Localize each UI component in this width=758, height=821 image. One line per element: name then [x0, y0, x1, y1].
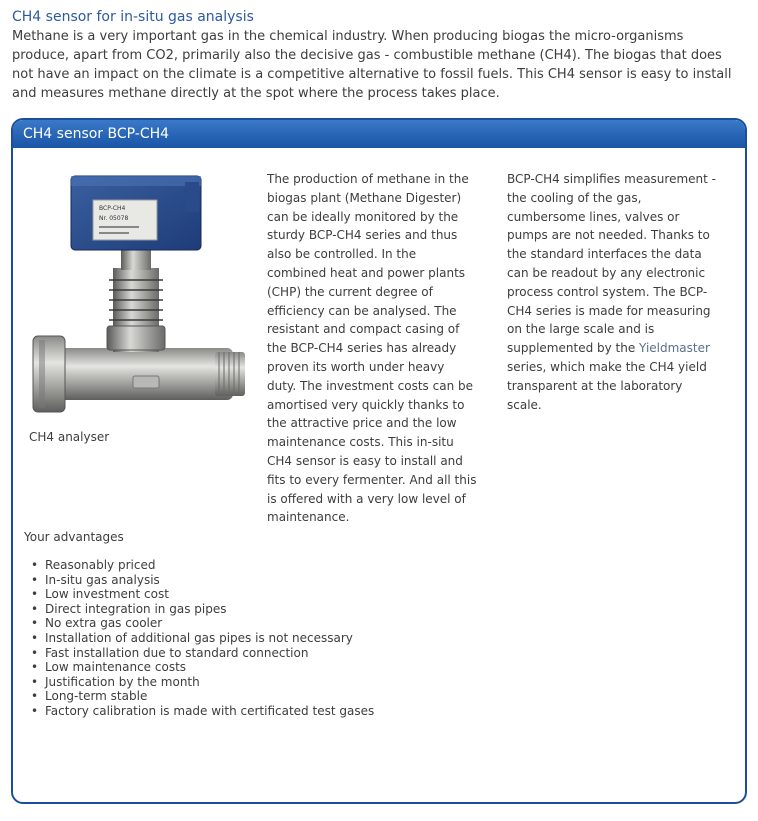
list-item: • No extra gas cooler: [31, 616, 374, 631]
device-label-serial: Nr. 05078: [99, 215, 129, 222]
list-item: • Low maintenance costs: [31, 660, 374, 675]
list-item: • Factory calibration is made with certificated test gases: [31, 704, 374, 719]
ch4-sensor-image: [29, 170, 253, 428]
description-column-2: [507, 170, 717, 414]
image-caption: CH4 analyser: [29, 430, 110, 444]
list-item: • Reasonably priced: [31, 558, 374, 573]
product-box-header: CH4 sensor BCP-CH4: [13, 120, 745, 148]
description-column-1: The production of methane in the biogas plant (Methane Digester) can be ideally monitored by the sturdy BCP-CH4 series and thus also be controlled. In the combined heat and power plants (CHP) the current degree of efficiency can be analysed. The resistant and compact casing of the BCP-CH4 series has already proven its worth under heavy duty. The investment costs can be amortised very quickly thanks to the attractive price and the low maintenance costs. This in-situ CH4 sensor is easy to install and fits to every fermenter. And all this is offered with a very low level of maintenance.: [267, 172, 477, 525]
advantages-heading: Your advantages: [24, 530, 124, 544]
list-item: • Direct integration in gas pipes: [31, 602, 374, 617]
yieldmaster-link[interactable]: Yieldmaster: [639, 341, 710, 356]
list-item: • In-situ gas analysis: [31, 573, 374, 588]
page-title: CH4 sensor for in-situ gas analysis: [12, 9, 254, 25]
list-item: • Justification by the month: [31, 675, 374, 690]
list-item: • Long-term stable: [31, 689, 374, 704]
list-item: • Low investment cost: [31, 587, 374, 602]
advantages-list: [31, 558, 374, 719]
intro-paragraph: Methane is a very important gas in the chemical industry. When producing biogas the micro-organisms produce, apart from CO2, primarily also the decisive gas - combustible methane (CH4). The biogas that does not have an impact on the climate is a competitive alternative to fossil fuels. This CH4 sensor is easy to install and measures methane directly at the spot where the process takes place.: [12, 29, 732, 101]
product-box: [11, 118, 747, 804]
device-label-model: BCP-CH4: [99, 205, 126, 212]
description-column-2-text-end: series, which make the CH4 yield transparent at the laboratory scale.: [507, 359, 707, 412]
description-column-2-text: BCP-CH4 simplifies measurement - the cooling of the gas, cumbersome lines, valves or pumps are not needed. Thanks to the standard interfaces the data can be readout by any electronic process control system. The BCP-CH4 series is made for measuring on the large scale and is supplemented by the: [507, 172, 716, 356]
list-item: • Installation of additional gas pipes is not necessary: [31, 631, 374, 646]
list-item: • Fast installation due to standard connection: [31, 646, 374, 661]
